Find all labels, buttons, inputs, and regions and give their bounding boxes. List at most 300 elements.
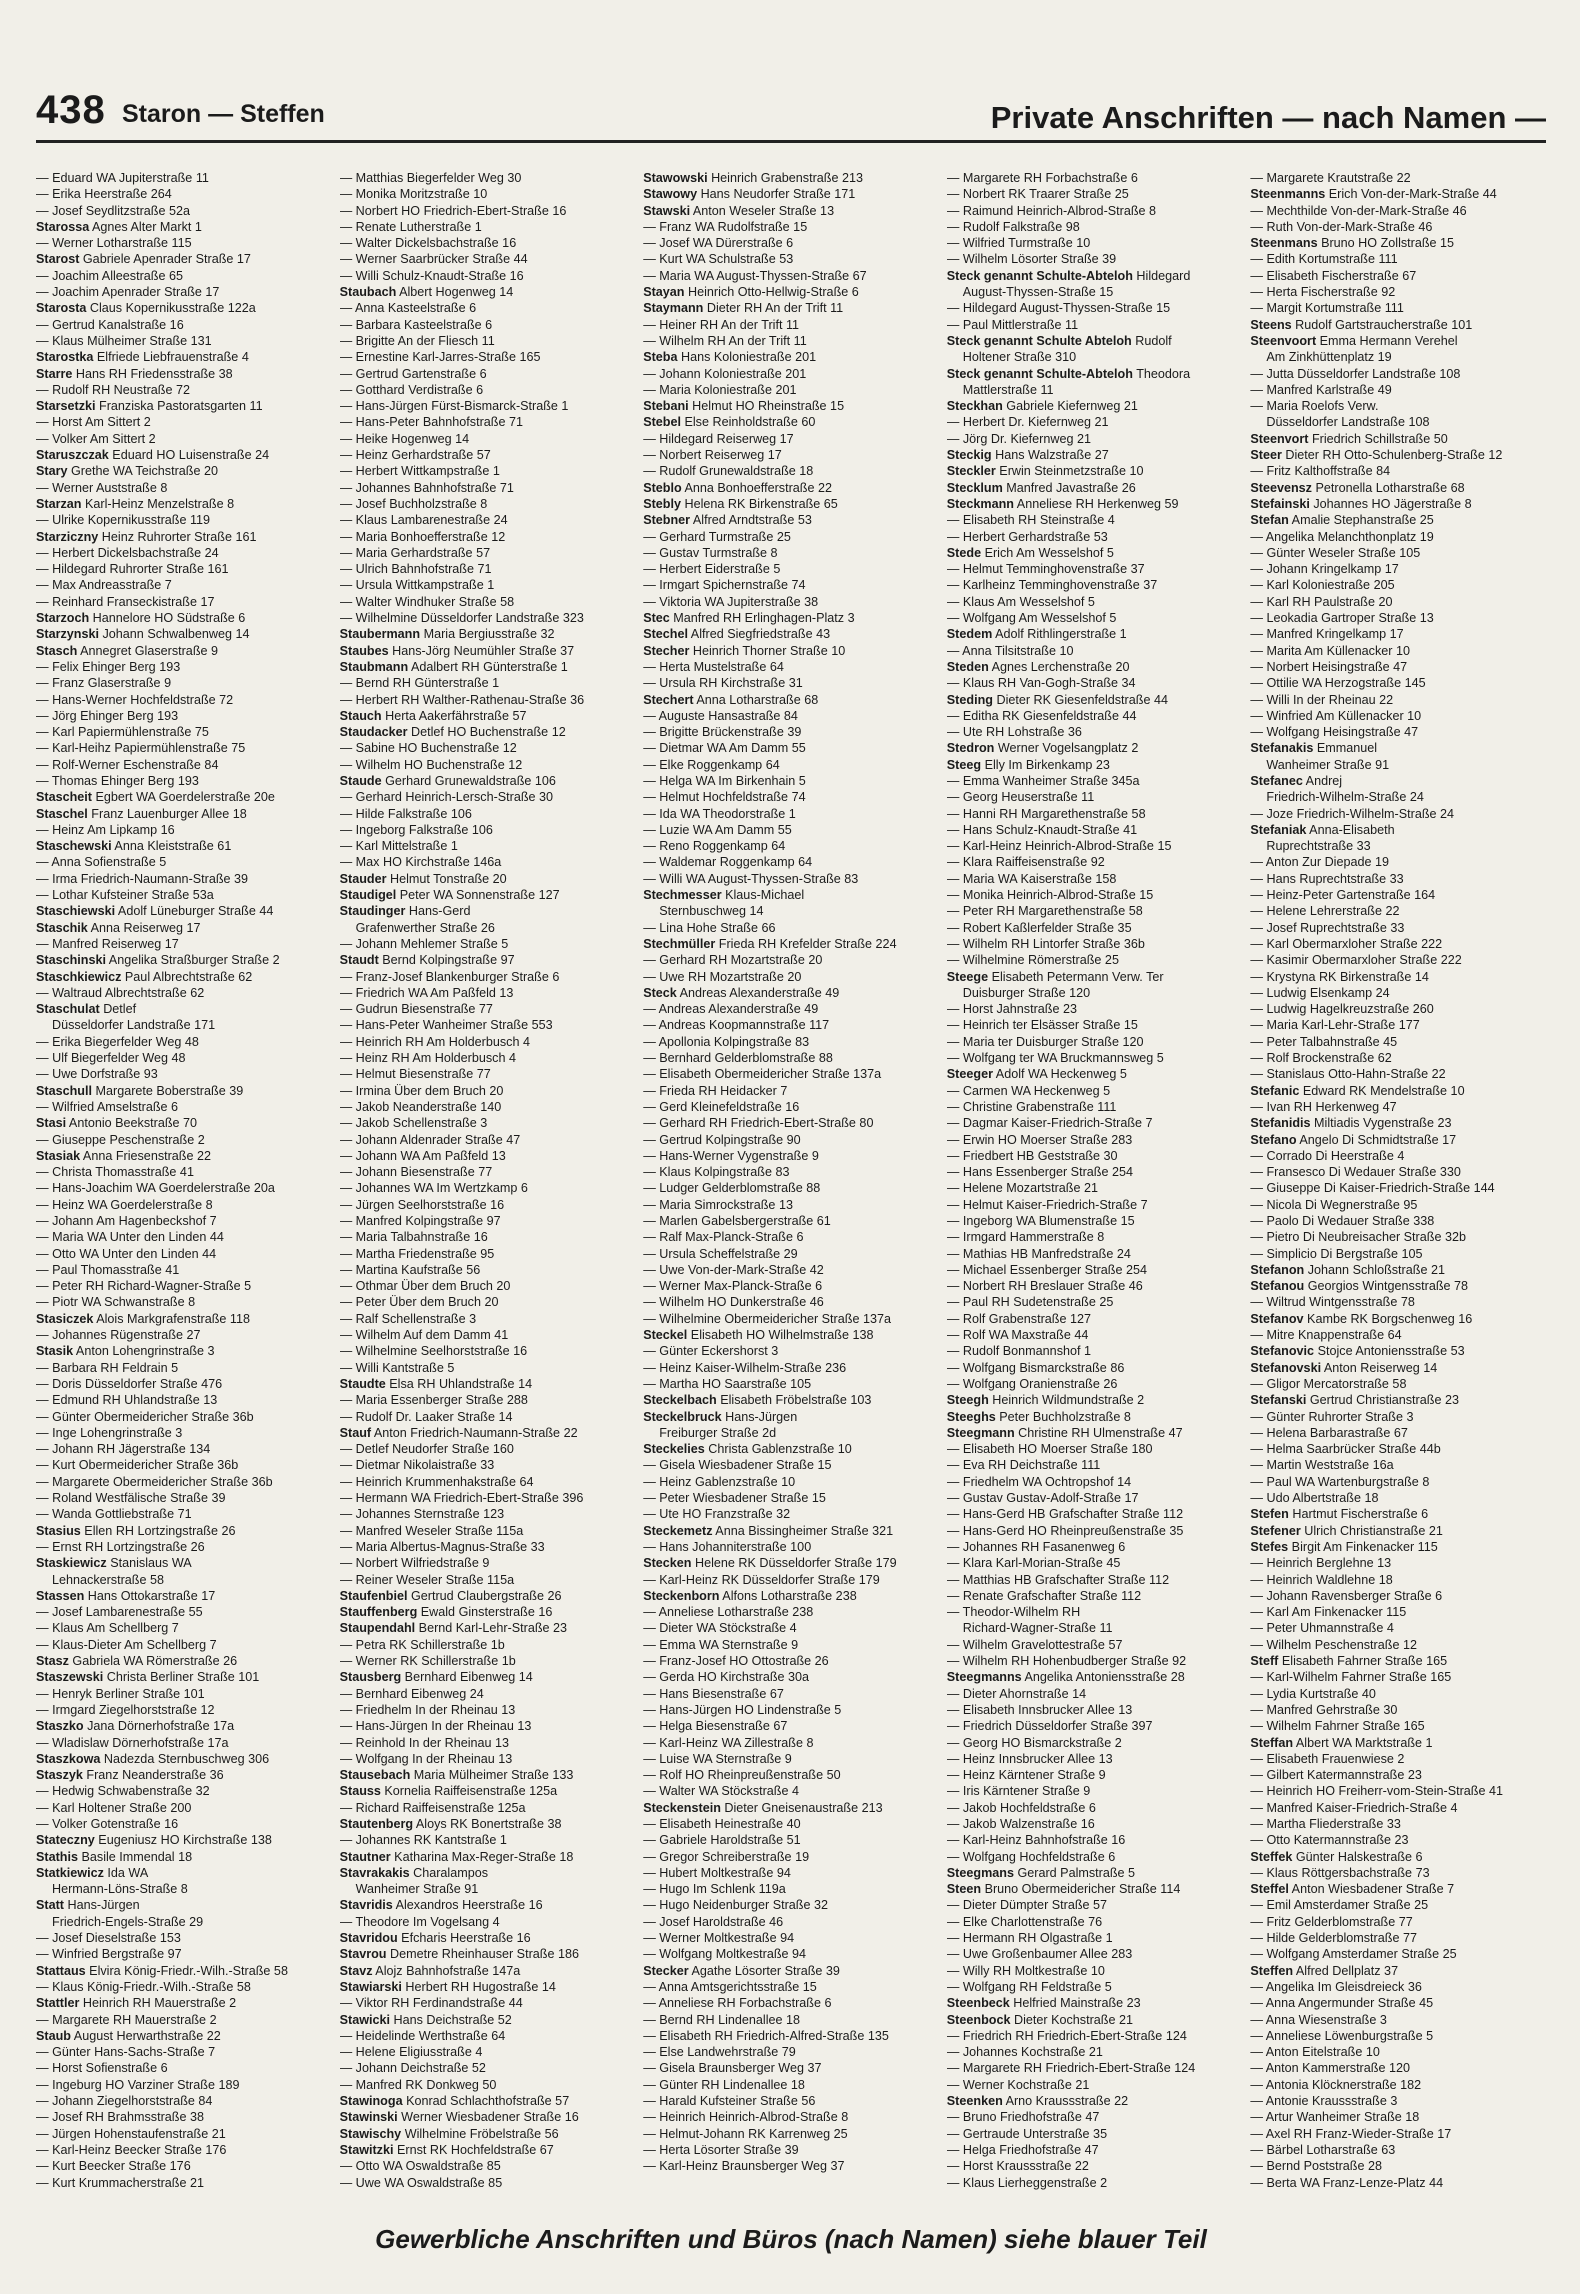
entry-text: — Margit Kortumstraße 111 (1250, 301, 1404, 316)
surname: Stawinski (339, 2110, 398, 2125)
entry-text: — Maria Simrockstraße 13 (643, 1197, 793, 1212)
entry-text: — Wolfgang ter WA Bruckmannsweg 5 (946, 1051, 1164, 1066)
list-item (36, 838, 332, 854)
list-item (1250, 985, 1546, 1001)
list-item (947, 1767, 1243, 1783)
entry-text: — Hans Essenberger Straße 254 (946, 1165, 1133, 1180)
list-item (947, 1490, 1243, 1506)
list-item (947, 1197, 1243, 1213)
entry-text: — Giuseppe Peschenstraße 2 (36, 1132, 205, 1147)
surname: Steckig (946, 448, 992, 463)
entry-text: — Uwe RH Mozartstraße 20 (643, 969, 802, 984)
list-item (1250, 545, 1546, 561)
list-item (947, 1132, 1243, 1148)
entry-text: — Johann Deichstraße 52 (339, 2061, 486, 2076)
entry-text: — Karl Am Finkenacker 115 (1250, 1605, 1407, 1620)
list-item (36, 952, 332, 968)
list-item (643, 1001, 939, 1017)
surname: Steffek (1250, 1849, 1293, 1864)
list-item (340, 1849, 636, 1865)
entry-text: Peter Buchholzstraße 8 (995, 1409, 1131, 1424)
entry-text: — Wolfgang Bismarckstraße 86 (946, 1360, 1125, 1375)
list-item (340, 529, 636, 545)
list-item (340, 724, 636, 740)
list-item (643, 1311, 939, 1327)
entry-text: — Ute HO Franzstraße 32 (643, 1507, 791, 1522)
entry-text: Heinrich Thorner Straße 10 (689, 643, 846, 658)
entry-text: — Wanda Gottliebstraße 71 (36, 1507, 192, 1522)
entry-text: — Franz-Josef HO Ottostraße 26 (643, 1654, 829, 1669)
entry-text: — Herbert Dickelsbachstraße 24 (36, 545, 219, 560)
surname: Stefanovski (1250, 1360, 1322, 1375)
list-item (947, 1995, 1243, 2011)
entry-text: — Willy RH Moltkestraße 10 (946, 1963, 1105, 1978)
entry-text: — Karl-Heinz Beecker Straße 176 (36, 2142, 227, 2157)
entry-text: — Hans-Jürgen HO Lindenstraße 5 (643, 1702, 842, 1717)
list-item (36, 1930, 332, 1946)
list-item (1250, 251, 1546, 267)
entry-text: — Martina Kaufstraße 56 (339, 1262, 481, 1277)
entry-text: Lehnackerstraße 58 (52, 1572, 165, 1587)
list-item (340, 1311, 636, 1327)
entry-text: Andreas Alexanderstraße 49 (676, 985, 840, 1000)
entry-text: — Peter Wiesbadener Straße 15 (643, 1491, 826, 1506)
list-item (1250, 1148, 1546, 1164)
list-item (643, 349, 939, 365)
entry-text: Emma Hermann Verehel (1316, 333, 1458, 348)
list-item (36, 1311, 332, 1327)
list-item (340, 1017, 636, 1033)
list-item (36, 2060, 332, 2076)
entry-text: — Heike Hogenweg 14 (339, 431, 470, 446)
entry-text: — Heinz Am Lipkamp 16 (36, 822, 175, 837)
entry-text: — Maria Essenberger Straße 288 (339, 1393, 528, 1408)
entry-text: — Erwin HO Moerser Straße 283 (946, 1132, 1133, 1147)
entry-text: — Herbert Wittkampstraße 1 (339, 464, 500, 479)
surname: Stefanou (1250, 1279, 1305, 1294)
list-item (1250, 1294, 1546, 1310)
entry-text: Helena RK Birkenstraße 65 (680, 496, 838, 511)
list-item (340, 1555, 636, 1571)
surname: Steegmanns (946, 1670, 1022, 1685)
entry-text: Claus Kopernikusstraße 122a (86, 301, 256, 316)
entry-text: — Editha RK Giesenfeldstraße 44 (946, 708, 1137, 723)
entry-text: — Friedhelm WA Ochtropshof 14 (946, 1474, 1132, 1489)
list-item (36, 317, 332, 333)
entry-text: — Herbert RH Walther-Rathenau-Straße 36 (339, 692, 585, 707)
list-item (643, 431, 939, 447)
list-item (340, 1783, 636, 1799)
list-item (947, 251, 1243, 267)
list-item (643, 1050, 939, 1066)
entry-text: Günter Halskestraße 6 (1292, 1849, 1423, 1864)
entry-text: Christa Gablenzstraße 10 (704, 1442, 852, 1457)
surname: Stede (946, 545, 982, 560)
entry-text: — Hans-Joachim WA Goerdelerstraße 20a (36, 1181, 275, 1196)
list-item (36, 1979, 332, 1995)
list-item (1250, 806, 1546, 822)
entry-text: — Ernst RH Lortzingstraße 26 (36, 1539, 205, 1554)
entry-text: — Ludwig Hagelkreuzstraße 260 (1250, 1002, 1434, 1017)
list-item (947, 447, 1243, 463)
entry-text: — Joachim Alleestraße 65 (36, 268, 183, 283)
entry-text: — Luzie WA Am Damm 55 (643, 822, 792, 837)
entry-text: Düsseldorfer Landstraße 171 (52, 1018, 216, 1033)
entry-text: — Gerhard Heinrich-Lersch-Straße 30 (339, 790, 554, 805)
entry-text: — Emma WA Sternstraße 9 (643, 1637, 799, 1652)
list-item (947, 1783, 1243, 1799)
entry-text: Bernhard Eibenweg 14 (401, 1670, 533, 1685)
list-item (947, 1360, 1243, 1376)
list-item (643, 2109, 939, 2125)
entry-text: — Norbert Wilfriedstraße 9 (339, 1556, 490, 1571)
list-item (947, 969, 1243, 985)
list-item (36, 1425, 332, 1441)
list-item (1250, 740, 1546, 756)
entry-text: — Rudolf Bonmannshof 1 (946, 1344, 1091, 1359)
list-item (947, 920, 1243, 936)
entry-text: Albert WA Marktstraße 1 (1293, 1735, 1433, 1750)
list-item (947, 2142, 1243, 2158)
surname: Stebly (643, 496, 681, 511)
list-item (340, 1441, 636, 1457)
entry-text: Karl-Heinz Menzelstraße 8 (81, 496, 235, 511)
list-item (643, 1995, 939, 2011)
entry-text: Hermann-Löns-Straße 8 (52, 1882, 188, 1897)
entry-text: — Pietro Di Neubreisacher Straße 32b (1250, 1230, 1466, 1245)
surname: Stauss (339, 1784, 381, 1799)
surname: Staschik (36, 920, 88, 935)
list-item (947, 985, 1243, 1001)
entry-text: — Günter Obermeidericher Straße 36b (36, 1409, 254, 1424)
entry-text: Arno Kraussstraße 22 (1002, 2094, 1129, 2109)
list-item (643, 1946, 939, 1962)
list-item (947, 1409, 1243, 1425)
entry-text: — Rolf-Werner Eschenstraße 84 (36, 757, 219, 772)
entry-text: Alfred Dellplatz 37 (1293, 1963, 1399, 1978)
list-item (340, 1343, 636, 1359)
entry-text: — Reiner Weseler Straße 115a (339, 1572, 515, 1587)
surname: Staubmann (339, 659, 409, 674)
entry-text: Eduard HO Luisenstraße 24 (108, 448, 270, 463)
entry-text: Wanheimer Straße 91 (1266, 757, 1390, 772)
surname: Staubermann (339, 627, 421, 642)
entry-text: — Ursula Scheffelstraße 29 (643, 1246, 798, 1261)
entry-text: — Lydia Kurtstraße 40 (1250, 1686, 1376, 1701)
list-item (1250, 1066, 1546, 1082)
list-item (947, 1897, 1243, 1913)
entry-text: — Hans-Peter Bahnhofstraße 71 (339, 415, 523, 430)
list-item (1250, 1017, 1546, 1033)
entry-text: — Viktoria WA Jupiterstraße 38 (643, 594, 819, 609)
list-item (36, 2126, 332, 2142)
list-item (947, 349, 1243, 365)
list-item (1250, 969, 1546, 985)
list-item (36, 1897, 332, 1913)
entry-text: Alexandros Heerstraße 16 (392, 1898, 543, 1913)
entry-text: — Elisabeth Fischerstraße 67 (1250, 268, 1417, 283)
list-item (36, 170, 332, 186)
entry-text: — Wolfgang Heisingstraße 47 (1250, 725, 1419, 740)
entry-text: August-Thyssen-Straße 15 (962, 285, 1114, 300)
list-item (1250, 561, 1546, 577)
surname: Statkiewicz (36, 1865, 104, 1880)
entry-text: August Herwarthstraße 22 (70, 2028, 221, 2043)
entry-text: — Hans-Jürgen In der Rheinau 13 (339, 1719, 532, 1734)
entry-text: — Berta WA Franz-Lenze-Platz 44 (1250, 2175, 1444, 2190)
list-item (947, 170, 1243, 186)
entry-text: Wilhelmine Fröbelstraße 56 (401, 2126, 559, 2141)
entry-text: — Gabriele Haroldstraße 51 (643, 1833, 801, 1848)
entry-text: — Bärbel Lotharstraße 63 (1250, 2142, 1396, 2157)
entry-text: — Hildegard Ruhrorter Straße 161 (36, 562, 229, 577)
entry-text: Elisabeth HO Wilhelmstraße 138 (687, 1328, 874, 1343)
entry-text: — Gerhard RH Mozartstraße 20 (643, 953, 823, 968)
entry-text: — Norbert Heisingstraße 47 (1250, 659, 1408, 674)
entry-text: — Gerd Kleinefeldstraße 16 (643, 1099, 800, 1114)
list-item (643, 414, 939, 430)
entry-text: — Rolf WA Maxstraße 44 (946, 1328, 1089, 1343)
list-item (340, 2158, 636, 2174)
list-item (643, 1441, 939, 1457)
list-item (947, 903, 1243, 919)
surname: Stassen (36, 1588, 85, 1603)
surname: Stawischy (339, 2126, 402, 2141)
entry-text: — Willi Schulz-Knaudt-Straße 16 (339, 268, 524, 283)
list-item (340, 1001, 636, 1017)
list-item (947, 203, 1243, 219)
entry-text: Bruno HO Zollstraße 15 (1317, 236, 1455, 251)
list-item (340, 1767, 636, 1783)
list-item (947, 1832, 1243, 1848)
entry-text: — Elisabeth Innsbrucker Allee 13 (946, 1702, 1133, 1717)
list-item (1250, 610, 1546, 626)
entry-text: — Paolo Di Wedauer Straße 338 (1250, 1214, 1435, 1228)
surname: Staszkowa (36, 1751, 101, 1766)
list-item (1250, 1946, 1546, 1962)
list-item (1250, 447, 1546, 463)
list-item (947, 1115, 1243, 1131)
list-item (1250, 1816, 1546, 1832)
entry-text: — Felix Ehinger Berg 193 (36, 659, 181, 674)
entry-text: — Elisabeth RH Friedrich-Alfred-Straße 135 (643, 2028, 889, 2043)
list-item (1250, 773, 1546, 789)
list-item (947, 1620, 1243, 1636)
entry-text: — Martha HO Saarstraße 105 (643, 1376, 812, 1391)
entry-text: Freiburger Straße 2d (659, 1425, 777, 1440)
entry-text: Helmut Tonstraße 20 (386, 871, 507, 886)
entry-text: — Jürgen Seelhorststraße 16 (339, 1197, 505, 1212)
entry-text: — Helmut Temminghovenstraße 37 (946, 562, 1145, 577)
list-item (643, 186, 939, 202)
surname: Staszewski (36, 1670, 104, 1685)
entry-text: — Maria WA Kaiserstraße 158 (946, 871, 1117, 886)
entry-text: — Heinrich ter Elsässer Straße 15 (946, 1018, 1138, 1033)
surname: Stedem (946, 627, 993, 642)
entry-text: — Gustav Gustav-Adolf-Straße 17 (946, 1491, 1139, 1506)
entry-text: — Leokadia Gartroper Straße 13 (1250, 611, 1434, 626)
list-item (947, 1083, 1243, 1099)
entry-text: Birgit Am Finkenacker 115 (1288, 1539, 1438, 1554)
surname: Steevensz (1250, 480, 1312, 495)
list-item (947, 1213, 1243, 1229)
surname: Steffan (1250, 1735, 1294, 1750)
list-item (643, 1132, 939, 1148)
entry-text: Kornelia Raiffeisenstraße 125a (380, 1784, 558, 1799)
surname: Stasz (36, 1654, 69, 1669)
entry-text: — Anneliese Lotharstraße 238 (643, 1605, 814, 1620)
entry-text: — Johannes Sternstraße 123 (339, 1507, 505, 1522)
entry-text: Anna Friesenstraße 22 (80, 1148, 212, 1163)
surname: Starziczny (36, 529, 99, 544)
entry-text: — Axel RH Franz-Wieder-Straße 17 (1250, 2126, 1452, 2141)
entry-text: Heinrich Otto-Hellwig-Straße 6 (684, 285, 859, 300)
entry-text: — Josef Buchholzstraße 8 (339, 496, 488, 511)
list-item (643, 2077, 939, 2093)
entry-text: — Nicola Di Wegnerstraße 95 (1250, 1197, 1418, 1212)
list-item (340, 398, 636, 414)
list-item (1250, 1360, 1546, 1376)
list-item (1250, 1311, 1546, 1327)
entry-text: Alfred Siegfriedstraße 43 (688, 627, 831, 642)
list-item (947, 1099, 1243, 1115)
surname: Starzynski (36, 627, 99, 642)
list-item (947, 610, 1243, 626)
list-item (1250, 2012, 1546, 2028)
entry-text: — Heinz Kärntener Straße 9 (946, 1768, 1106, 1783)
list-item (1250, 1783, 1546, 1799)
entry-text: — Bernhard Gelderblomstraße 88 (643, 1051, 833, 1066)
list-item (36, 1849, 332, 1865)
entry-text: — Wilhelm HO Dunkerstraße 46 (643, 1295, 824, 1310)
list-item (36, 594, 332, 610)
entry-text: — Heinrich HO Freiherr-vom-Stein-Straße 41 (1250, 1784, 1504, 1799)
list-item (643, 2044, 939, 2060)
surname: Stasiczek (36, 1311, 94, 1326)
list-item (36, 2175, 332, 2190)
entry-text: — Johannes RK Kantstraße 1 (339, 1833, 507, 1848)
list-item (643, 887, 939, 903)
list-item (1250, 1115, 1546, 1131)
list-item (340, 1164, 636, 1180)
entry-text: Mattlerstraße 11 (962, 382, 1054, 397)
list-item (1250, 1474, 1546, 1490)
list-item (643, 1457, 939, 1473)
entry-text: — Norbert RK Traarer Straße 25 (946, 187, 1129, 202)
entry-text: — Corrado Di Heerstraße 4 (1250, 1148, 1405, 1163)
list-item (1250, 2060, 1546, 2076)
list-item (36, 871, 332, 887)
list-item (643, 903, 939, 919)
list-item (947, 1816, 1243, 1832)
entry-text: — Renate Lutherstraße 1 (339, 219, 482, 234)
list-item (1250, 1457, 1546, 1473)
list-item (36, 1180, 332, 1196)
entry-text: — Anton Kammerstraße 120 (1250, 2061, 1410, 2076)
entry-text: — Reno Roggenkamp 64 (643, 839, 786, 854)
list-item (1250, 2158, 1546, 2174)
entry-text: — Rudolf RH Neustraße 72 (36, 382, 190, 397)
entry-text: — Rolf Brockenstraße 62 (1250, 1051, 1392, 1066)
entry-text: — Inge Lohengrinstraße 3 (36, 1425, 183, 1440)
list-item (643, 1963, 939, 1979)
surname: Steenbeck (946, 1996, 1010, 2011)
surname: Steckel (643, 1328, 688, 1343)
surname: Staschel (36, 806, 88, 821)
list-item (947, 740, 1243, 756)
list-item (340, 577, 636, 593)
list-item (340, 414, 636, 430)
list-item (643, 1474, 939, 1490)
entry-text: Anna Lotharstraße 68 (693, 692, 819, 707)
entry-text: — Eduard WA Jupiterstraße 11 (36, 171, 209, 185)
entry-text: — Emma Wanheimer Straße 345a (946, 773, 1140, 788)
list-item (1250, 1132, 1546, 1148)
entry-text: — Mitre Knappenstraße 64 (1250, 1328, 1402, 1343)
list-item (36, 480, 332, 496)
entry-text: — Wilhelm HO Buchenstraße 12 (339, 757, 523, 772)
list-item (643, 1686, 939, 1702)
list-item (36, 349, 332, 365)
entry-text: — Ulf Biegerfelder Weg 48 (36, 1051, 186, 1066)
entry-text: — Dietmar Nikolaistraße 33 (339, 1458, 495, 1473)
list-item (643, 952, 939, 968)
entry-text: — Hans Ruprechtstraße 33 (1250, 871, 1404, 886)
entry-text: Bruno Obermeidericher Straße 114 (981, 1882, 1181, 1897)
list-item (947, 1702, 1243, 1718)
list-item (643, 822, 939, 838)
list-item (36, 1686, 332, 1702)
list-item (643, 463, 939, 479)
list-item (1250, 594, 1546, 610)
entry-text: — Jörg Dr. Kiefernweg 21 (946, 431, 1091, 446)
list-item (947, 1327, 1243, 1343)
list-item (1250, 333, 1546, 349)
entry-text: — Piotr WA Schwanstraße 8 (36, 1295, 196, 1310)
list-item (36, 512, 332, 528)
list-item (36, 822, 332, 838)
list-item (340, 1180, 636, 1196)
list-item (1250, 1034, 1546, 1050)
list-item (643, 1539, 939, 1555)
list-item (36, 300, 332, 316)
list-item (340, 1800, 636, 1816)
list-item (643, 1017, 939, 1033)
entry-text: — Karl-Heinz WA Zillestraße 8 (643, 1735, 814, 1750)
entry-text: — Gisela Braunsberger Weg 37 (643, 2061, 822, 2076)
entry-text: — Johannes Kochstraße 21 (946, 2045, 1103, 2060)
entry-text: Franz Neanderstraße 36 (82, 1768, 224, 1783)
entry-text: — Manfred RK Donkweg 50 (339, 2077, 497, 2092)
list-item (36, 773, 332, 789)
entry-text: Franz Lauenburger Allee 18 (87, 806, 247, 821)
list-item (643, 170, 939, 186)
list-item (36, 284, 332, 300)
entry-text: — Gisela Wiesbadener Straße 15 (643, 1458, 832, 1473)
entry-text: Elisabeth Fröbelstraße 103 (716, 1393, 872, 1408)
list-item (643, 789, 939, 805)
list-item (947, 1604, 1243, 1620)
surname: Stateczny (36, 1833, 95, 1848)
list-item (36, 1034, 332, 1050)
entry-text: Sternbuschweg 14 (659, 904, 764, 919)
surname: Steegh (946, 1393, 989, 1408)
list-item (1250, 887, 1546, 903)
entry-text: — Franz Glaserstraße 9 (36, 676, 172, 691)
list-item (947, 1441, 1243, 1457)
entry-text: — Johann Koloniestraße 201 (643, 366, 807, 381)
list-item (947, 1294, 1243, 1310)
